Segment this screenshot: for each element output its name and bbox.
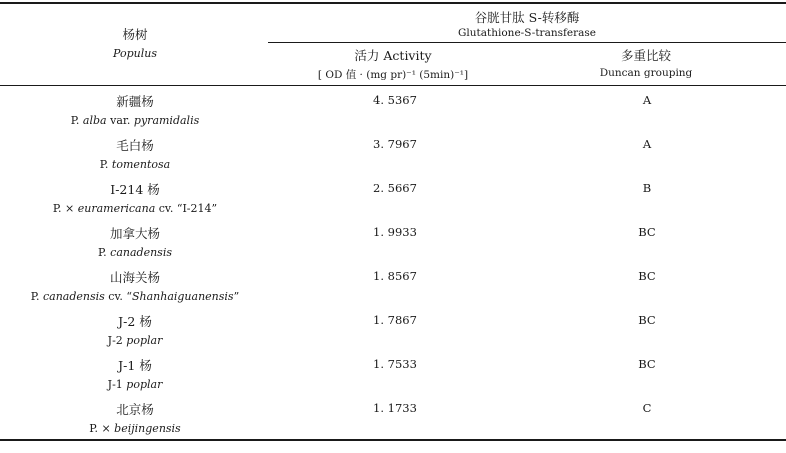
activity-value: 1. 9933	[373, 225, 417, 239]
latin-name-part: P. ×	[52, 202, 78, 215]
latin-name-part: canadensis	[110, 246, 172, 259]
latin-name-part: beijingensis	[114, 422, 181, 435]
duncan-grouping: BC	[638, 313, 656, 327]
poplar-name-latin	[31, 290, 239, 303]
header-compare-en: Duncan grouping	[599, 67, 693, 79]
duncan-grouping: A	[642, 137, 652, 151]
activity-value: 2. 5667	[373, 181, 417, 195]
activity-value: 3. 7967	[373, 137, 417, 151]
top-rule	[0, 2, 786, 4]
activity-value: 1. 8567	[373, 269, 417, 283]
duncan-grouping: B	[642, 181, 652, 195]
poplar-name-latin	[53, 202, 217, 215]
header-compare-cn: 多重比较	[620, 48, 672, 63]
latin-name-part: cv. “I-214”	[155, 202, 218, 215]
duncan-grouping: BC	[638, 225, 656, 239]
poplar-name-latin	[100, 158, 171, 171]
latin-name-part: pyramidalis	[133, 114, 200, 127]
duncan-grouping: C	[642, 401, 652, 415]
poplar-name-cn: 毛白杨	[116, 138, 154, 153]
enzyme-underline	[268, 42, 786, 43]
poplar-name-latin	[71, 114, 199, 127]
poplar-name-cn: 山海关杨	[109, 270, 161, 285]
duncan-grouping: A	[642, 93, 652, 107]
latin-name-part: P.	[98, 246, 111, 259]
poplar-name-latin	[108, 378, 163, 391]
activity-value: 1. 1733	[373, 401, 417, 415]
poplar-name-cn: 北京杨	[116, 402, 154, 417]
latin-name-part: J-2	[107, 334, 127, 347]
latin-name-part: euramericana	[77, 202, 156, 215]
bottom-rule	[0, 439, 786, 441]
latin-name-part: J-1	[107, 378, 127, 391]
poplar-name-cn: J-1 杨	[118, 358, 152, 373]
latin-name-part: P.	[30, 290, 43, 303]
duncan-grouping: BC	[638, 269, 656, 283]
latin-name-part: poplar	[126, 378, 163, 391]
activity-value: 1. 7533	[373, 357, 417, 371]
latin-name-part: cv. “	[104, 290, 132, 303]
duncan-grouping: BC	[638, 357, 656, 371]
poplar-name-latin	[108, 334, 163, 347]
poplar-name-cn: 加拿大杨	[109, 226, 161, 241]
poplar-name-cn: J-2 杨	[118, 314, 152, 329]
latin-name-part: ”	[233, 290, 240, 303]
latin-name-part: tomentosa	[111, 158, 171, 171]
latin-name-part: poplar	[126, 334, 163, 347]
header-activity-label: 活力 Activity	[354, 48, 432, 63]
poplar-name-latin	[89, 422, 180, 435]
poplar-name-latin	[98, 246, 172, 259]
header-enzyme-en: Glutathione-S-transferase	[458, 27, 596, 39]
poplar-name-cn: I-214 杨	[110, 182, 160, 197]
header-enzyme-cn: 谷胱甘肽 S-转移酶	[474, 10, 580, 25]
latin-name-part: P. ×	[89, 422, 115, 435]
activity-value: 1. 7867	[373, 313, 417, 327]
header-populus-cn: 杨树	[122, 27, 148, 42]
poplar-name-cn: 新疆杨	[116, 94, 154, 109]
latin-name-part: P.	[99, 158, 112, 171]
header-populus-latin: Populus	[113, 47, 157, 60]
latin-name-part: canadensis	[42, 290, 105, 303]
header-bottom-rule	[0, 85, 786, 86]
latin-name-part: alba	[82, 114, 107, 127]
latin-name-part: Shanhaiguanensis	[131, 290, 234, 303]
activity-value: 4. 5367	[373, 93, 417, 107]
latin-name-part: var.	[106, 114, 134, 127]
header-activity-unit: [ OD 值 · (mg pr)⁻¹ (5min)⁻¹]	[317, 69, 469, 81]
latin-name-part: P.	[70, 114, 83, 127]
